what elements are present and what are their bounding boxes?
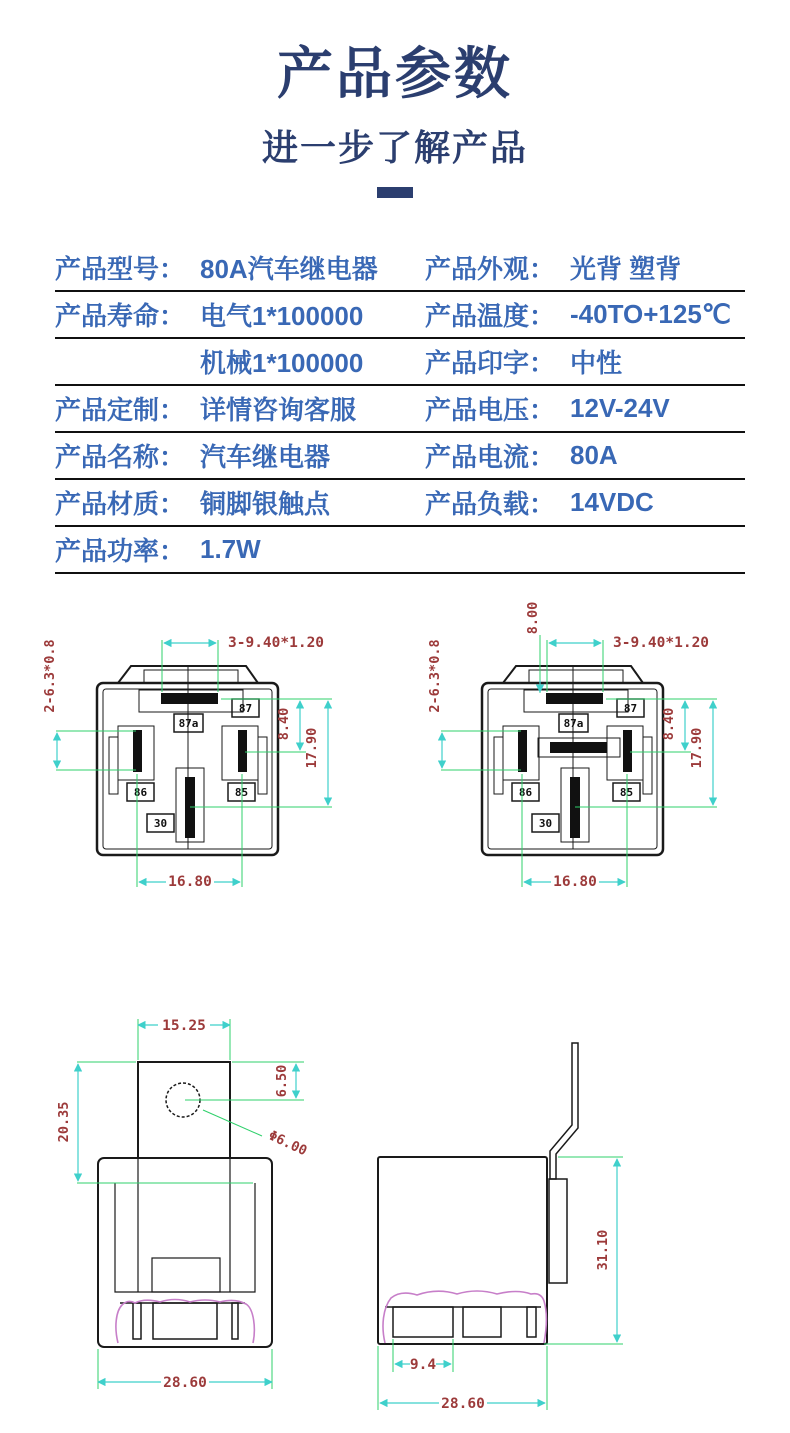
spec-value: 80A汽车继电器 <box>200 254 378 284</box>
dim-20-35: 20.35 <box>56 1101 72 1143</box>
spec-value: 中性 <box>570 348 623 378</box>
spec-label: 产品外观： <box>425 254 556 284</box>
spec-value: 详情咨询客服 <box>200 395 357 425</box>
page-header <box>0 42 790 198</box>
dim-28-60-side: 28.60 <box>441 1396 485 1412</box>
spec-value: 电气1*100000 <box>200 301 364 331</box>
spec-label: 产品温度： <box>425 301 556 331</box>
table-row <box>55 386 745 433</box>
table-row <box>55 339 745 386</box>
table-row <box>55 292 745 339</box>
spec-label: 产品电压： <box>425 395 556 425</box>
relay-bottom-view-left-drawing <box>40 600 350 900</box>
spec-label: 产品功率： <box>55 536 186 566</box>
sketch-line <box>383 1291 546 1343</box>
spec-value: 1.7W <box>200 534 261 564</box>
spec-label: 产品寿命： <box>55 301 186 331</box>
dim-31-10: 31.10 <box>595 1229 611 1271</box>
spec-table <box>55 245 745 574</box>
spec-value: 12V-24V <box>570 393 670 423</box>
spec-label: 产品型号： <box>55 254 186 284</box>
spec-value: 铜脚银触点 <box>200 489 331 519</box>
spec-label: 产品负载： <box>425 489 556 519</box>
relay-bottom-view-right-drawing <box>425 600 735 900</box>
dim-hole-diameter: Φ6.00 <box>265 1127 310 1160</box>
spec-value: 汽车继电器 <box>200 442 331 472</box>
spec-value: 机械1*100000 <box>200 348 364 378</box>
title-underline-bar <box>377 187 413 198</box>
table-row <box>55 245 745 292</box>
spec-value: 光背 塑背 <box>570 254 682 284</box>
spec-label: 产品名称： <box>55 442 186 472</box>
dim-15-25: 15.25 <box>162 1018 206 1034</box>
page-title: 产品参数 <box>277 42 513 105</box>
spec-label: 产品定制： <box>55 395 186 425</box>
dim-6-50: 6.50 <box>274 1064 290 1098</box>
spec-value: 14VDC <box>570 487 654 517</box>
dim-8-00: 8.00 <box>525 601 541 635</box>
table-row <box>55 527 745 574</box>
spec-label: 产品印字： <box>425 348 556 378</box>
dim-28-60-front: 28.60 <box>163 1375 207 1391</box>
spec-value: 80A <box>570 440 618 470</box>
relay-front-view-drawing <box>50 1005 320 1405</box>
table-row <box>55 480 745 527</box>
sketch-line <box>116 1300 254 1344</box>
spec-value: -40TO+125℃ <box>570 299 731 329</box>
spec-label: 产品材质： <box>55 489 186 519</box>
mounting-bracket <box>550 1043 578 1179</box>
relay-side-view-drawing <box>365 1042 635 1432</box>
table-row <box>55 433 745 480</box>
page-subtitle: 进一步了解产品 <box>261 127 528 169</box>
spec-label: 产品电流： <box>425 442 556 472</box>
dim-9-4: 9.4 <box>409 1357 437 1373</box>
